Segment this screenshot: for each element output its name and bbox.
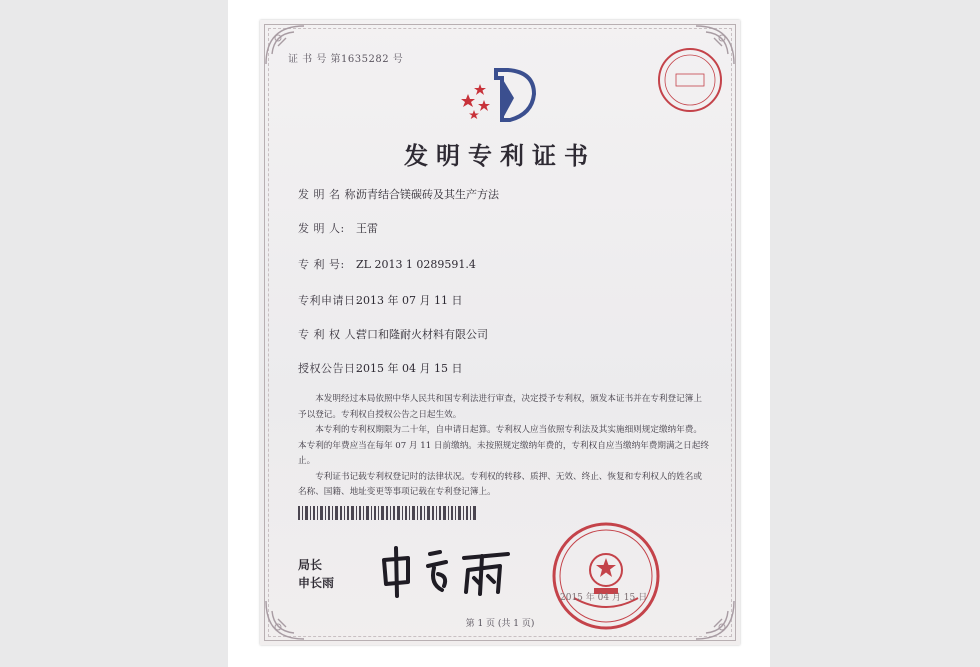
patent-certificate [260, 20, 740, 645]
field-value: 王雷 [356, 222, 378, 235]
director-title [298, 556, 334, 592]
grant-date-field [298, 360, 462, 376]
director-signature-icon [378, 540, 518, 600]
director-line-2: 申长雨 [298, 576, 335, 590]
body-paragraph: 本发明经过本局依照中华人民共和国专利法进行审查，决定授予专利权，颁发本证书并在专利登记簿上予以登记。专利权自授权公告之日起生效。 [298, 394, 702, 420]
field-value: ZL 2013 1 0289591.4 [356, 258, 476, 271]
invention-name-field [298, 186, 499, 202]
seal-date: 2015 年 04 月 15 日 [560, 593, 648, 603]
field-label: 授权公告日: [298, 362, 360, 375]
field-value: 沥青结合镁碳砖及其生产方法 [356, 188, 499, 201]
field-value: 2013 年 07 月 11 日 [356, 294, 463, 307]
certificate-number: 证 书 号 第1635282 号 [288, 54, 404, 65]
field-label: 专利申请日: [298, 294, 360, 307]
left-gray-margin [0, 0, 228, 667]
body-paragraph: 专利证书记载专利权登记时的法律状况。专利权的转移、质押、无效、终止、恢复和专利权人的姓名或名称、国籍、地址变更等事项记载在专利登记簿上。 [298, 471, 702, 497]
patent-number-field [298, 256, 476, 272]
director-line-1: 局长 [298, 558, 323, 572]
certificate-body-text [298, 392, 710, 501]
field-value: 营口和隆耐火材料有限公司 [356, 328, 488, 341]
body-paragraph: 本专利的专利权期限为二十年，自申请日起算。专利权人应当依照专利法及其实施细则规定缴纳年费。本专利的年费应当在每年 07 月 11 日前缴纳。未按照规定缴纳年费的，专利权自应当缴纳年费期满之日起终止。 [298, 425, 709, 466]
field-label: 专 利 权 人: [298, 328, 361, 341]
field-label: 发 明 名 称: [298, 188, 361, 201]
certificate-title: 发明专利证书 [404, 141, 596, 170]
application-date-field [298, 292, 462, 308]
field-value: 2015 年 04 月 15 日 [356, 362, 463, 375]
right-gray-margin [770, 0, 980, 667]
corner-ornament-icon [676, 581, 736, 641]
field-label: 专 利 号: [298, 258, 345, 271]
page-number: 第 1 页 (共 1 页) [465, 619, 535, 629]
inventor-field [298, 220, 378, 236]
barcode-icon [298, 506, 478, 520]
patent-office-logo-icon [458, 64, 544, 124]
field-label: 发 明 人: [298, 222, 345, 235]
patentee-field [298, 326, 488, 342]
print-seal-icon [656, 46, 724, 114]
